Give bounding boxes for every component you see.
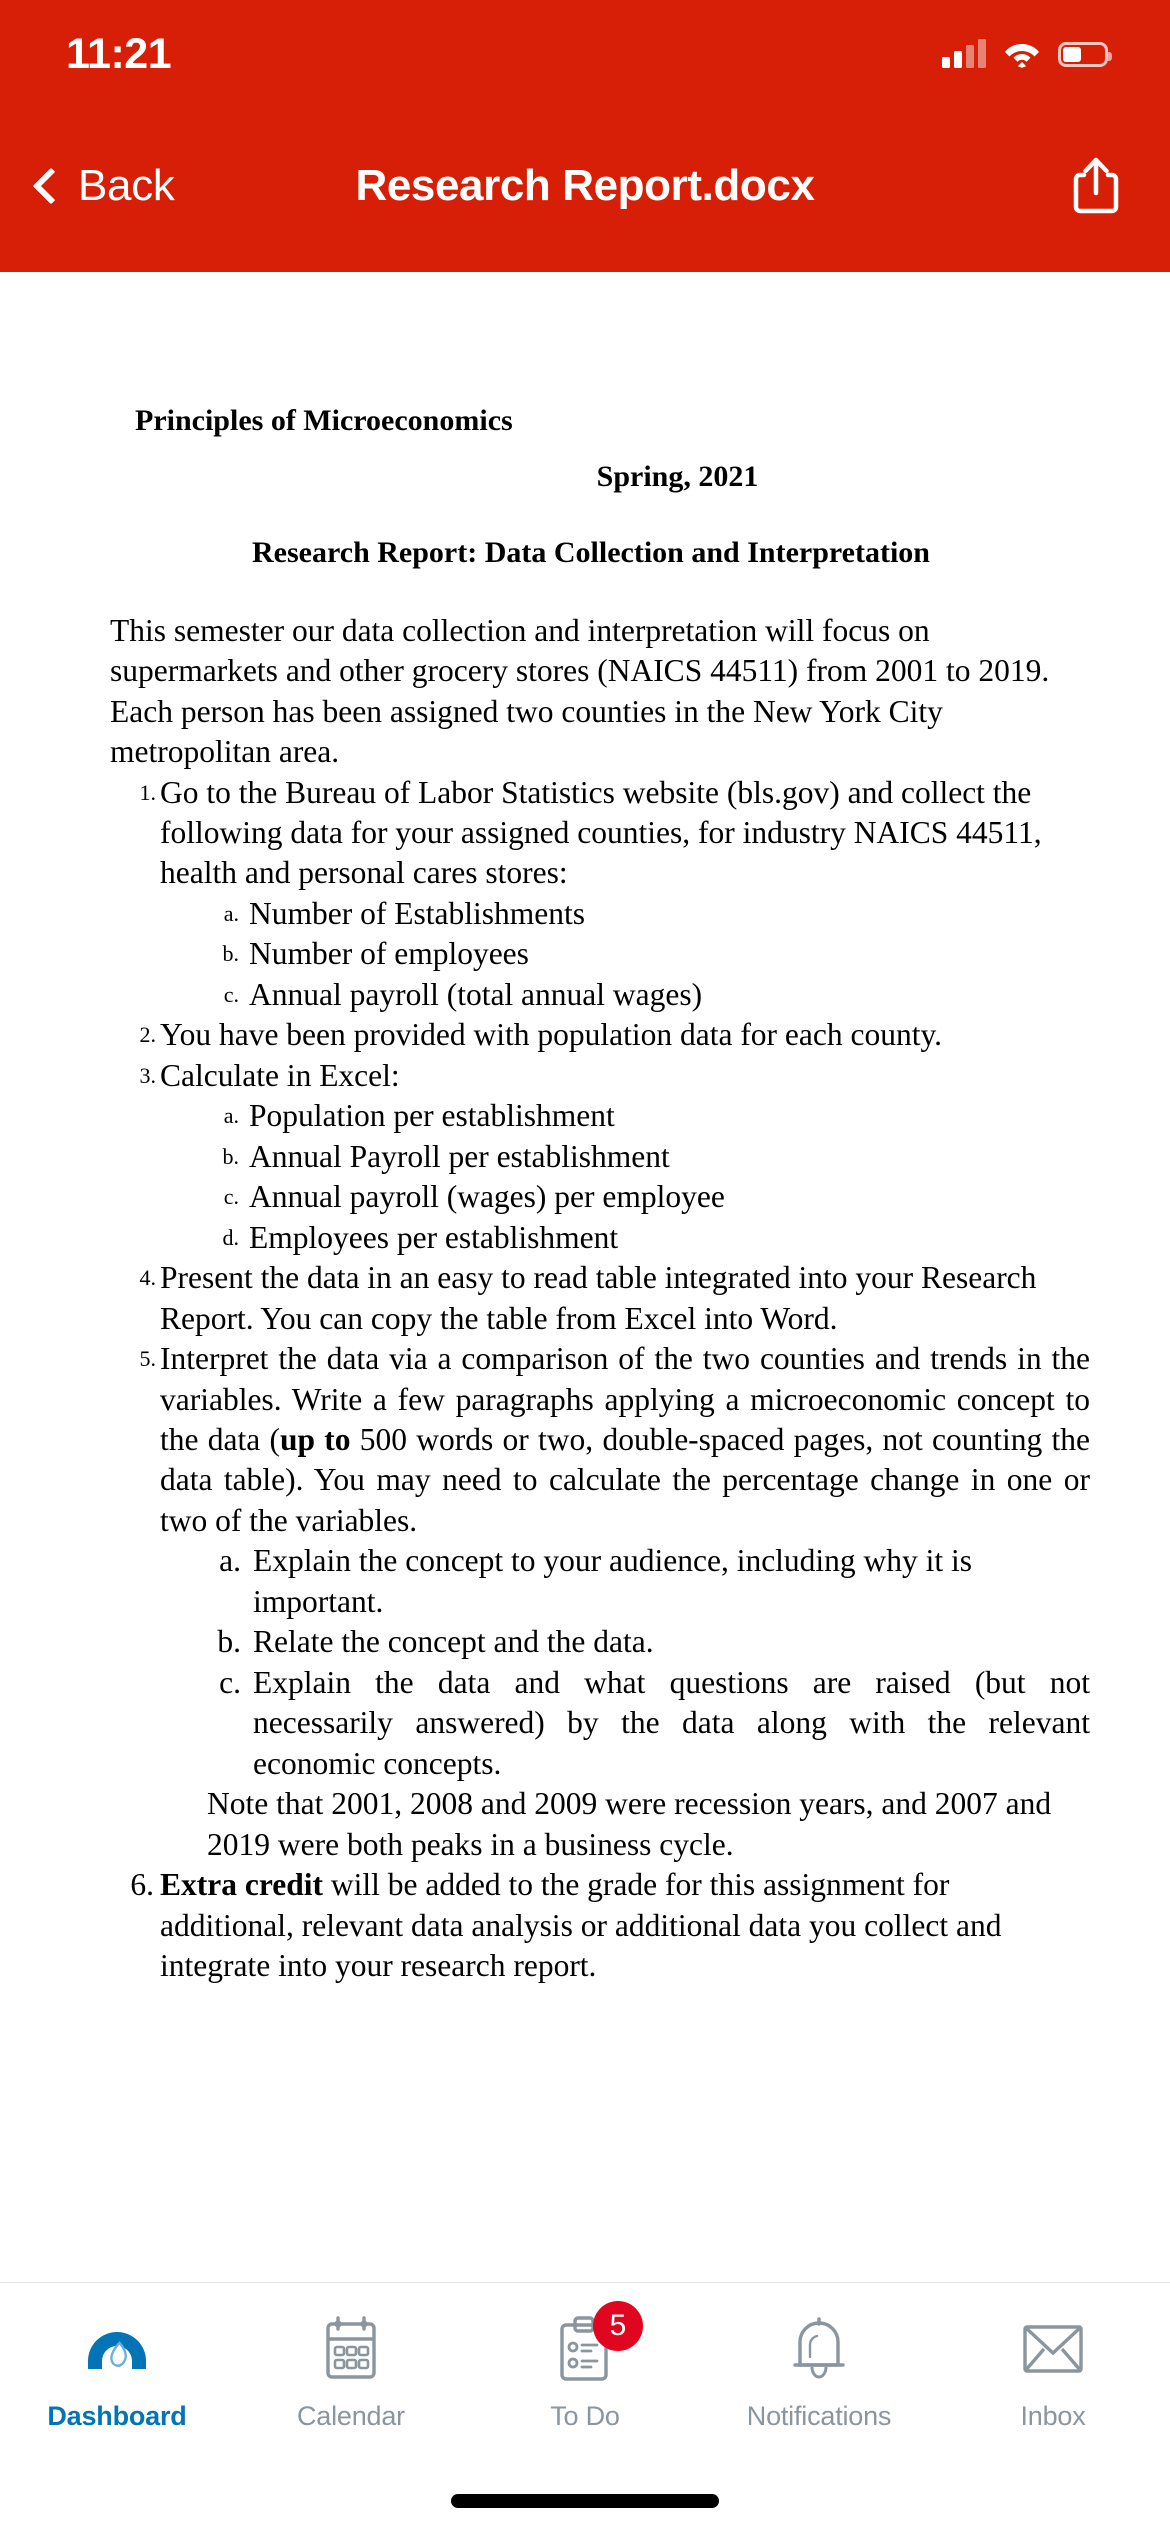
list-item [110,1015,1090,1055]
tab-label: To Do [550,2401,620,2431]
wifi-icon [1004,41,1040,68]
list-item-text: Go to the Bureau of Labor Statistics website (bls.gov) and collect the following data for your assigned counties, for industry NAICS 44511, health and personal cares stores: [160,774,1042,891]
tab-inbox[interactable] [936,2311,1170,2432]
list-item-text [160,1865,1090,1986]
list-item [207,975,1090,1015]
list-marker: d. [222,1224,239,1250]
list-item-text: Population per establishment [249,1098,615,1134]
list-item [110,1865,1090,1986]
status-time: 11:21 [66,29,172,78]
list-item-text: You have been provided with population data for each county. [160,1017,943,1053]
item5-text-part-1: Interpret the data via a comparison of the two counties and trends in the variables. Write a few paragraphs applying a microeconomic concept to the data ( [160,1341,1090,1458]
tab-label: Notifications [746,2401,892,2431]
instruction-list [110,773,1090,1987]
list-item [207,894,1090,934]
list-marker: 4. [139,1265,156,1291]
calendar-icon [313,2311,389,2387]
list-marker: 3. [139,1062,156,1088]
item5-bold-phrase: up to [279,1422,351,1458]
list-item-text: Annual Payroll per establishment [249,1138,670,1174]
list-item [207,1137,1090,1177]
nav-bar [0,100,1170,272]
list-item-text: Present the data in an easy to read table integrated into your Research Report. You can copy the table from Excel into Word. [160,1260,1037,1336]
list-item [207,1177,1090,1217]
list-marker: 1. [139,779,156,805]
sub-list [207,894,1090,1015]
tab-label: Calendar [297,2401,405,2431]
list-item-text: Employees per establishment [249,1219,619,1255]
list-marker: b. [222,941,239,967]
list-item-text: Annual payroll (wages) per employee [249,1179,725,1215]
sub-list [207,1096,1090,1258]
cellular-signal-icon [942,40,986,68]
list-marker: a. [219,1543,241,1579]
term-label: Spring, 2021 [596,459,759,493]
status-indicators [942,32,1108,68]
course-title: Principles of Microeconomics [135,404,513,437]
list-item-text: Relate the concept and the data. [253,1624,654,1660]
recession-note: Note that 2001, 2008 and 2009 were recession years, and 2007 and 2019 were both peaks in a business cycle. [207,1786,1052,1862]
sub-list [207,1541,1090,1784]
list-marker: b. [222,1143,239,1169]
list-item-text: Number of employees [249,936,529,972]
list-item [207,1096,1090,1136]
list-item [110,1056,1090,1258]
list-marker: 5. [139,1346,156,1372]
back-button-label: Back [78,161,175,210]
list-item [207,1663,1090,1784]
tab-label: Dashboard [47,2401,187,2431]
list-item-text [160,1339,1090,1541]
bell-icon [781,2311,857,2387]
list-marker: c. [223,1184,239,1210]
list-marker: a. [223,1103,239,1129]
battery-icon [1058,42,1108,67]
tab-todo[interactable] [468,2311,702,2432]
back-button[interactable] [30,161,175,211]
list-item-text: Number of Establishments [249,895,585,931]
list-item [207,1541,1090,1622]
chevron-left-icon [33,168,70,205]
list-marker: a. [223,900,239,926]
item6-text-part-2: will be added to the grade for this assignment for additional, relevant data analysis or additional data you collect and integrate into your research report. [160,1867,1002,1984]
tab-dashboard[interactable] [0,2311,234,2432]
tab-label: Inbox [1020,2401,1086,2431]
item6-bold-phrase: Extra credit [160,1867,323,1903]
list-item-text: Explain the data and what questions are raised (but not necessarily answered) by the data along with the relevant economic concepts. [253,1664,1090,1781]
list-marker: c. [219,1664,241,1700]
page-title: Research Report.docx [355,161,815,210]
tab-calendar[interactable] [234,2311,468,2432]
gauge-icon [79,2311,155,2387]
intro-paragraph: This semester our data collection and interpretation will focus on supermarkets and other grocery stores (NAICS 44511) from 2001 to 2019. Each person has been assigned two counties in the New York City metropolitan area. [110,612,1050,770]
share-button[interactable] [1066,150,1126,222]
list-item-text: Annual payroll (total annual wages) [249,976,703,1012]
status-bar [0,0,1170,100]
list-item [110,1258,1090,1339]
document-viewer[interactable] [0,272,1170,2282]
list-item [207,1622,1090,1662]
status-badge: 5 [593,2301,643,2351]
list-marker: 2. [139,1022,156,1048]
document-page [0,272,1170,1987]
list-marker: c. [223,981,239,1007]
list-marker: 6. [130,1867,154,1903]
list-item [207,1218,1090,1258]
list-item-text: Explain the concept to your audience, including why it is important. [253,1543,973,1619]
list-item [110,773,1090,1016]
list-item [207,934,1090,974]
tab-notifications[interactable] [702,2311,936,2432]
clipboard-icon [547,2309,627,2387]
list-item [110,1339,1090,1865]
list-item-text: Calculate in Excel: [160,1057,400,1093]
share-icon [1073,157,1119,215]
report-title: Research Report: Data Collection and Interpretation [252,536,930,570]
list-marker: b. [217,1624,241,1660]
item5-text-part-2: 500 words or two, double-spaced pages, not counting the data table). You may need to calculate the percentage change in one or two of the variables. [160,1422,1090,1538]
home-indicator [451,2494,719,2508]
envelope-icon [1015,2311,1091,2387]
